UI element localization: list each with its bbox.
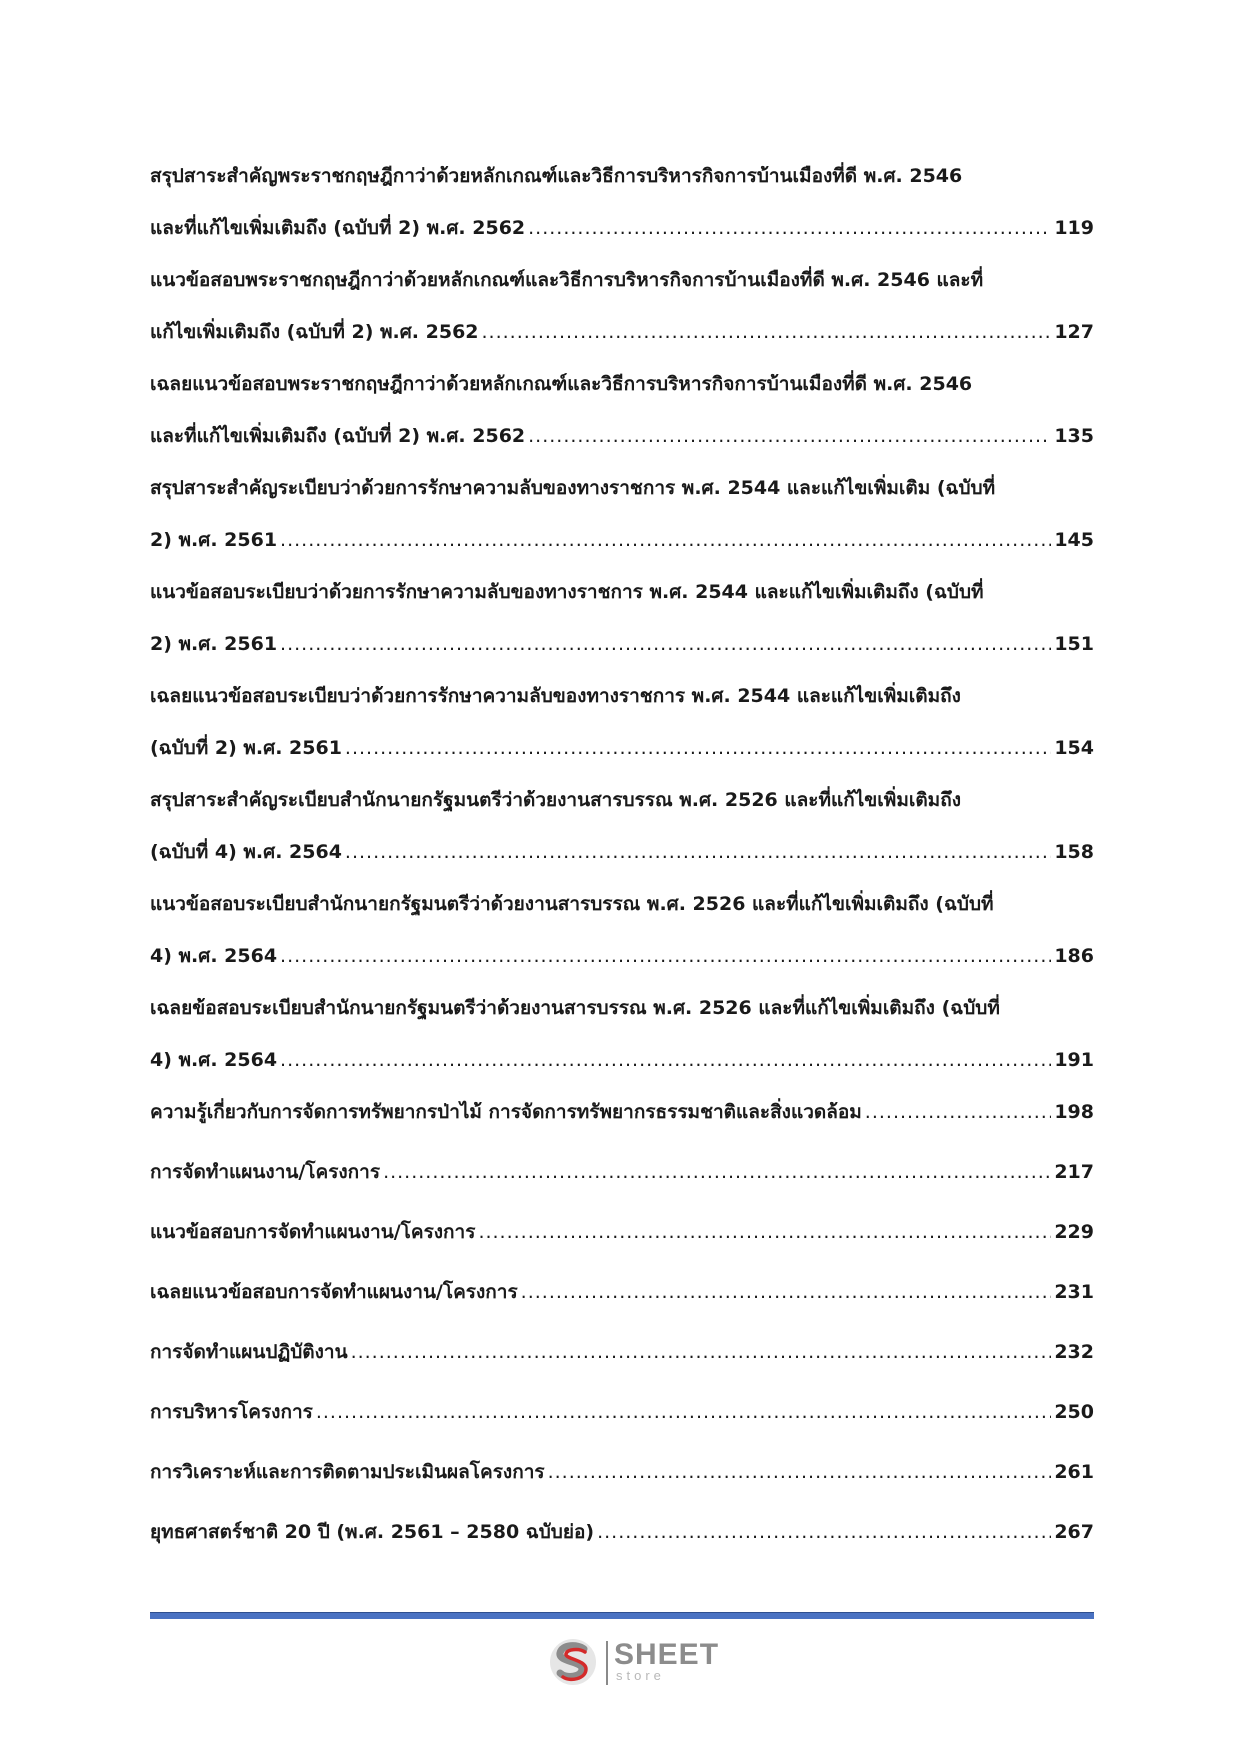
dot-leader xyxy=(280,1034,1051,1086)
footer-divider xyxy=(150,1612,1094,1619)
dot-leader xyxy=(316,1386,1052,1438)
toc-entry-last-line xyxy=(150,514,1094,566)
dot-leader xyxy=(482,306,1052,358)
dot-leader xyxy=(478,1206,1051,1258)
toc-entry-title-line: (ฉบับที่ 4) พ.ศ. 2564 xyxy=(150,841,342,863)
toc-entry[interactable] xyxy=(150,1086,1094,1138)
dot-leader xyxy=(280,930,1051,982)
toc-entry-last-line xyxy=(150,1326,1094,1378)
toc-entry-title-line: เฉลยแนวข้อสอบระเบียบว่าด้วยการรักษาความลับของทางราชการ พ.ศ. 2544 และแก้ไขเพิ่มเติมถึง xyxy=(150,685,961,707)
toc-entry-title-line: แนวข้อสอบพระราชกฤษฎีกาว่าด้วยหลักเกณฑ์และวิธีการบริหารกิจการบ้านเมืองที่ดี พ.ศ. 2546 และที่ xyxy=(150,269,984,291)
toc-page-number: 151 xyxy=(1054,633,1094,655)
toc-entry[interactable] xyxy=(150,670,1094,774)
toc-entry-title-line: สรุปสาระสำคัญระเบียบสำนักนายกรัฐมนตรีว่าด้วยงานสารบรรณ พ.ศ. 2526 และที่แก้ไขเพิ่มเติมถึง xyxy=(150,789,961,811)
toc-page-number: 198 xyxy=(1054,1101,1094,1123)
sheet-store-logo xyxy=(548,1635,728,1691)
toc-entry[interactable] xyxy=(150,1266,1094,1318)
toc-entry-last-line xyxy=(150,1446,1094,1498)
toc-page-number: 191 xyxy=(1054,1049,1094,1071)
toc-entry-title-line: 4) พ.ศ. 2564 xyxy=(150,1049,278,1071)
toc-page-number: 267 xyxy=(1054,1521,1094,1543)
toc-entry-last-line xyxy=(150,202,1094,254)
dot-leader xyxy=(351,1326,1052,1378)
dot-leader xyxy=(597,1506,1051,1558)
toc-entry-title-line: เฉลยแนวข้อสอบการจัดทำแผนงาน/โครงการ xyxy=(150,1281,518,1303)
toc-entry-last-line xyxy=(150,410,1094,462)
toc-entry[interactable] xyxy=(150,878,1094,982)
toc-page-number: 145 xyxy=(1054,529,1094,551)
dot-leader xyxy=(280,618,1051,670)
toc-entry-title-line: แก้ไขเพิ่มเติมถึง (ฉบับที่ 2) พ.ศ. 2562 xyxy=(150,321,479,343)
toc-entry-title-line: (ฉบับที่ 2) พ.ศ. 2561 xyxy=(150,737,342,759)
logo-subtitle: store xyxy=(616,1668,665,1683)
toc-page-number: 119 xyxy=(1054,217,1094,239)
toc-entry-title-line: การจัดทำแผนงาน/โครงการ xyxy=(150,1161,381,1183)
toc-entry-title-line: การจัดทำแผนปฏิบัติงาน xyxy=(150,1341,348,1363)
toc-entry[interactable] xyxy=(150,150,1094,254)
toc-entry-last-line xyxy=(150,1506,1094,1558)
toc-entry-last-line xyxy=(150,1206,1094,1258)
toc-entry-title-line: เฉลยข้อสอบระเบียบสำนักนายกรัฐมนตรีว่าด้วยงานสารบรรณ พ.ศ. 2526 และที่แก้ไขเพิ่มเติมถึง (ฉบับที่ xyxy=(150,997,1000,1019)
toc-entry-title-line: 4) พ.ศ. 2564 xyxy=(150,945,278,967)
dot-leader xyxy=(345,826,1051,878)
toc-entry-last-line xyxy=(150,722,1094,774)
toc-entry[interactable] xyxy=(150,1206,1094,1258)
toc-entry-last-line xyxy=(150,1266,1094,1318)
toc-entry-title-line: แนวข้อสอบระเบียบสำนักนายกรัฐมนตรีว่าด้วยงานสารบรรณ พ.ศ. 2526 และที่แก้ไขเพิ่มเติมถึง (ฉบับที่ xyxy=(150,893,994,915)
logo-wordmark: SHEET xyxy=(614,1638,720,1671)
toc-page-number: 261 xyxy=(1054,1461,1094,1483)
toc-entry-title-line: การวิเคราะห์และการติดตามประเมินผลโครงการ xyxy=(150,1461,545,1483)
toc-entry-title-line: สรุปสาระสำคัญระเบียบว่าด้วยการรักษาความลับของทางราชการ พ.ศ. 2544 และแก้ไขเพิ่มเติม (ฉบับที่ xyxy=(150,477,996,499)
toc-entry-title-line: และที่แก้ไขเพิ่มเติมถึง (ฉบับที่ 2) พ.ศ. 2562 xyxy=(150,425,526,447)
toc-entry-title-line: สรุปสาระสำคัญพระราชกฤษฎีกาว่าด้วยหลักเกณฑ์และวิธีการบริหารกิจการบ้านเมืองที่ดี พ.ศ. 2546 xyxy=(150,165,963,187)
toc-page-number: 127 xyxy=(1054,321,1094,343)
toc-entry[interactable] xyxy=(150,1386,1094,1438)
toc-entry[interactable] xyxy=(150,774,1094,878)
toc-entry[interactable] xyxy=(150,982,1094,1086)
toc-entry[interactable] xyxy=(150,1506,1094,1558)
toc-page-number: 229 xyxy=(1054,1221,1094,1243)
toc-entry[interactable] xyxy=(150,1446,1094,1498)
toc-entry-title-line: แนวข้อสอบการจัดทำแผนงาน/โครงการ xyxy=(150,1221,476,1243)
toc-page-number: 217 xyxy=(1054,1161,1094,1183)
dot-leader xyxy=(548,1446,1052,1498)
toc-page-number: 135 xyxy=(1054,425,1094,447)
toc-entry[interactable] xyxy=(150,254,1094,358)
toc-page-number: 158 xyxy=(1054,841,1094,863)
toc-entry-title-line: การบริหารโครงการ xyxy=(150,1401,313,1423)
toc-entry-title-line: เฉลยแนวข้อสอบพระราชกฤษฎีกาว่าด้วยหลักเกณฑ์และวิธีการบริหารกิจการบ้านเมืองที่ดี พ.ศ. 2546 xyxy=(150,373,973,395)
dot-leader xyxy=(383,1146,1051,1198)
toc-page-number: 250 xyxy=(1054,1401,1094,1423)
toc-entry-title-line: แนวข้อสอบระเบียบว่าด้วยการรักษาความลับของทางราชการ พ.ศ. 2544 และแก้ไขเพิ่มเติมถึง (ฉบับที่ xyxy=(150,581,984,603)
toc-entry-last-line xyxy=(150,1086,1094,1138)
toc-page-number: 232 xyxy=(1054,1341,1094,1363)
toc-entry-last-line xyxy=(150,618,1094,670)
dot-leader xyxy=(865,1086,1052,1138)
toc-entry-title-line: ยุทธศาสตร์ชาติ 20 ปี (พ.ศ. 2561 – 2580 ฉบับย่อ) xyxy=(150,1521,595,1543)
toc-entry-title-line: 2) พ.ศ. 2561 xyxy=(150,529,278,551)
toc-entry[interactable] xyxy=(150,1326,1094,1378)
dot-leader xyxy=(528,202,1051,254)
toc-entry[interactable] xyxy=(150,358,1094,462)
table-of-contents xyxy=(150,150,1094,1566)
dot-leader xyxy=(345,722,1051,774)
toc-entry-last-line xyxy=(150,930,1094,982)
toc-entry-title-line: 2) พ.ศ. 2561 xyxy=(150,633,278,655)
toc-entry-last-line xyxy=(150,306,1094,358)
toc-entry-last-line xyxy=(150,1386,1094,1438)
toc-entry-last-line xyxy=(150,826,1094,878)
dot-leader xyxy=(521,1266,1052,1318)
toc-entry-title-line: ความรู้เกี่ยวกับการจัดการทรัพยากรป่าไม้ การจัดการทรัพยากรธรรมชาติและสิ่งแวดล้อม xyxy=(150,1101,862,1123)
toc-entry[interactable] xyxy=(150,566,1094,670)
toc-entry-title-line: และที่แก้ไขเพิ่มเติมถึง (ฉบับที่ 2) พ.ศ. 2562 xyxy=(150,217,526,239)
toc-entry[interactable] xyxy=(150,1146,1094,1198)
toc-page-number: 231 xyxy=(1054,1281,1094,1303)
toc-entry-last-line xyxy=(150,1034,1094,1086)
toc-entry[interactable] xyxy=(150,462,1094,566)
logo-separator xyxy=(606,1641,608,1685)
toc-entry-last-line xyxy=(150,1146,1094,1198)
dot-leader xyxy=(280,514,1051,566)
toc-page-number: 186 xyxy=(1054,945,1094,967)
sheet-store-s-icon xyxy=(548,1637,598,1687)
dot-leader xyxy=(528,410,1051,462)
toc-page-number: 154 xyxy=(1054,737,1094,759)
